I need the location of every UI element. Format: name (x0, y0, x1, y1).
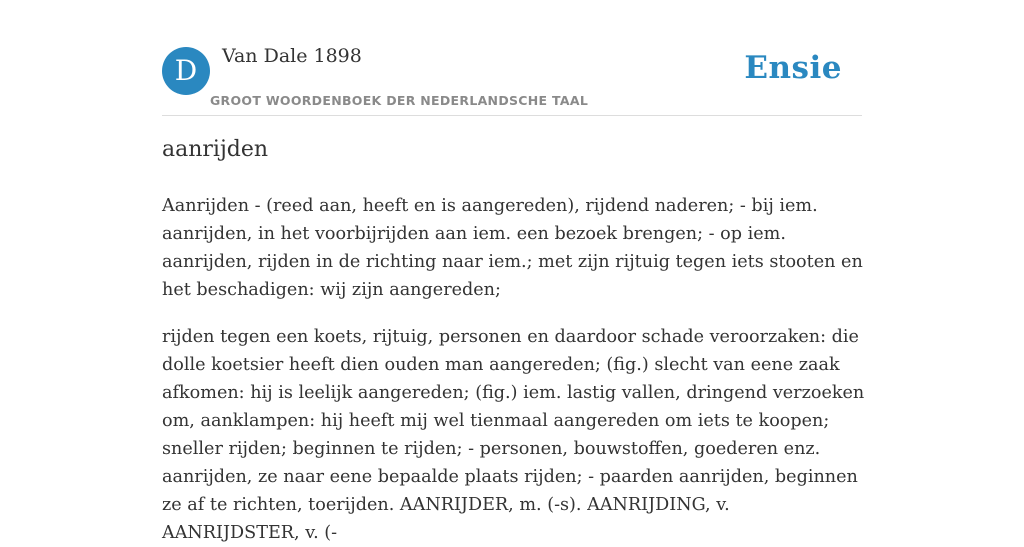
dictionary-title[interactable]: Van Dale 1898 (222, 45, 362, 67)
dictionary-subtitle: GROOT WOORDENBOEK DER NEDERLANDSCHE TAAL (210, 93, 589, 108)
entry-headword: aanrijden (162, 137, 269, 162)
site-header (162, 0, 862, 116)
dictionary-logo[interactable]: D (162, 47, 210, 95)
definition-paragraph: Aanrijden - (reed aan, heeft en is aangereden), rijdend naderen; - bij iem. aanrijden, in het voorbijrijden aan iem. een bezoek brengen; - op iem. aanrijden, rijden in de richting naar iem.; met zijn rijtuig tegen iets stooten en het beschadigen: wij zijn aangereden; (162, 196, 863, 300)
brand-logo-link[interactable]: Ensie (744, 50, 842, 86)
definition-paragraph: rijden tegen een koets, rijtuig, personen en daardoor schade veroorzaken: die dolle koetsier heeft dien ouden man aangereden; (fig.) slecht van eene zaak afkomen: hij is leelijk aangereden; (fig.) iem. lastig vallen, dringend verzoeken om, aanklampen: hij heeft mij wel tienmaal aangereden om iets te koopen; sneller rijden; beginnen te rijden; - personen, bouwstoffen, goederen enz. aanrijden, ze naar eene bepaalde plaats rijden; - paarden aanrijden, beginnen ze af te richten, toerijden. AANRIJDER, m. (-s). AANRIJDING, v. AANRIJDSTER, v. (- (162, 327, 865, 543)
